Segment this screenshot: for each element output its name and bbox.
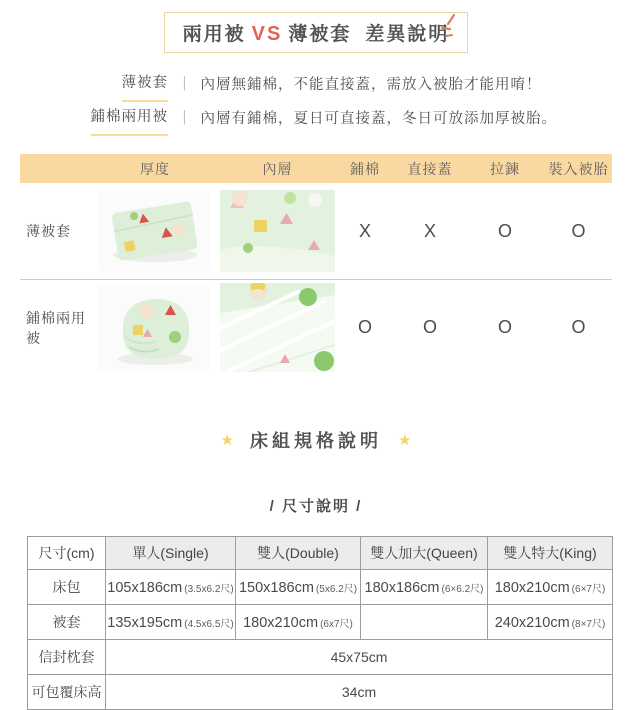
col-header-direct-cover: 直接蓋: [407, 160, 453, 177]
size-cell: 240x210cm (8×7尺): [488, 605, 613, 640]
comparison-table: [20, 154, 612, 375]
intro-description: [75, 68, 557, 136]
row-label: 信封枕套: [28, 640, 106, 675]
section-title-bedding-specs: [0, 427, 632, 453]
size-cell: 135x195cm (4.5x6.5尺): [106, 605, 236, 640]
sparkle-decoration-icon: [438, 12, 464, 42]
row-label: 鋪棉兩用被: [26, 309, 86, 346]
size-header-row: [28, 537, 613, 570]
size-cell-span: 45x75cm: [106, 640, 613, 675]
section-title-text: 床組規格說明: [250, 431, 382, 451]
size-row-mattress-height: [28, 675, 613, 710]
size-col-header-single: 單人(Single): [106, 537, 236, 570]
size-col-header-double: 雙人(Double): [236, 537, 361, 570]
comparison-header-row: [20, 154, 612, 183]
star-icon: ★: [220, 432, 234, 449]
page-title: [164, 12, 469, 53]
mark-insert-duvet: O: [571, 317, 586, 337]
size-cell-empty: [361, 605, 488, 640]
thin-cover-thickness-image: [99, 191, 211, 271]
dual-quilt-inner-image: [220, 283, 335, 372]
intro-term-dual-quilt: 鋪棉兩用被: [91, 102, 169, 136]
size-row-duvet-cover: [28, 605, 613, 640]
size-col-header-queen: 雙人加大(Queen): [361, 537, 488, 570]
col-header-padding: 鋪棉: [350, 160, 380, 177]
mark-zipper: O: [497, 220, 512, 241]
size-col-header-unit: 尺寸(cm): [28, 537, 106, 570]
dual-quilt-thickness-image: [99, 285, 211, 371]
size-cell: 180x210cm (6x7尺): [236, 605, 361, 640]
subtitle-size-description: / 尺寸說明 /: [269, 498, 363, 515]
size-cell: 180x186cm (6×6.2尺): [361, 570, 488, 605]
star-icon: ★: [398, 432, 412, 449]
table-row-thin-cover: [20, 183, 612, 279]
row-label: 床包: [28, 570, 106, 605]
mark-direct-cover: O: [422, 317, 437, 337]
thin-cover-inner-image: [220, 190, 335, 272]
row-label: 可包覆床高: [28, 675, 106, 710]
size-col-header-king: 雙人特大(King): [488, 537, 613, 570]
separator: ｜: [177, 76, 192, 93]
row-label: 薄被套: [26, 223, 71, 239]
size-cell: 180x210cm (6×7尺): [488, 570, 613, 605]
size-cell-span: 34cm: [106, 675, 613, 710]
size-row-pillowcase: [28, 640, 613, 675]
mark-insert-duvet: O: [571, 220, 586, 241]
size-cell: 150x186cm (5x6.2尺): [236, 570, 361, 605]
col-header-insert-duvet: 裝入被胎: [548, 160, 609, 177]
title-right: 薄被套: [288, 24, 352, 45]
col-header-inner-layer: 內層: [262, 160, 293, 177]
intro-line-dual-quilt: [75, 102, 557, 136]
intro-term-thin-cover: 薄被套: [122, 68, 169, 102]
size-spec-table: [27, 536, 613, 710]
row-label: 被套: [28, 605, 106, 640]
title-left: 兩用被: [182, 24, 246, 45]
page-header: [0, 12, 632, 52]
col-header-zipper: 拉鍊: [490, 160, 520, 177]
separator: ｜: [177, 110, 192, 127]
size-cell: 105x186cm (3.5x6.2尺): [106, 570, 236, 605]
size-row-fitted-sheet: [28, 570, 613, 605]
col-header-thickness: 厚度: [140, 160, 170, 177]
mark-direct-cover: X: [423, 220, 436, 241]
intro-text: 內層無鋪棉，不能直接蓋，需放入被胎才能用唷！: [200, 76, 542, 93]
intro-text: 內層有鋪棉，夏日可直接蓋，冬日可放添加厚被胎。: [200, 110, 557, 127]
mark-padding: O: [357, 317, 372, 337]
mark-padding: X: [358, 220, 371, 241]
title-vs: VS: [251, 23, 283, 45]
mark-zipper: O: [497, 317, 512, 337]
intro-line-thin-cover: [75, 68, 557, 102]
table-row-dual-quilt: [20, 279, 612, 375]
title-suffix: 差異說明: [365, 24, 450, 45]
